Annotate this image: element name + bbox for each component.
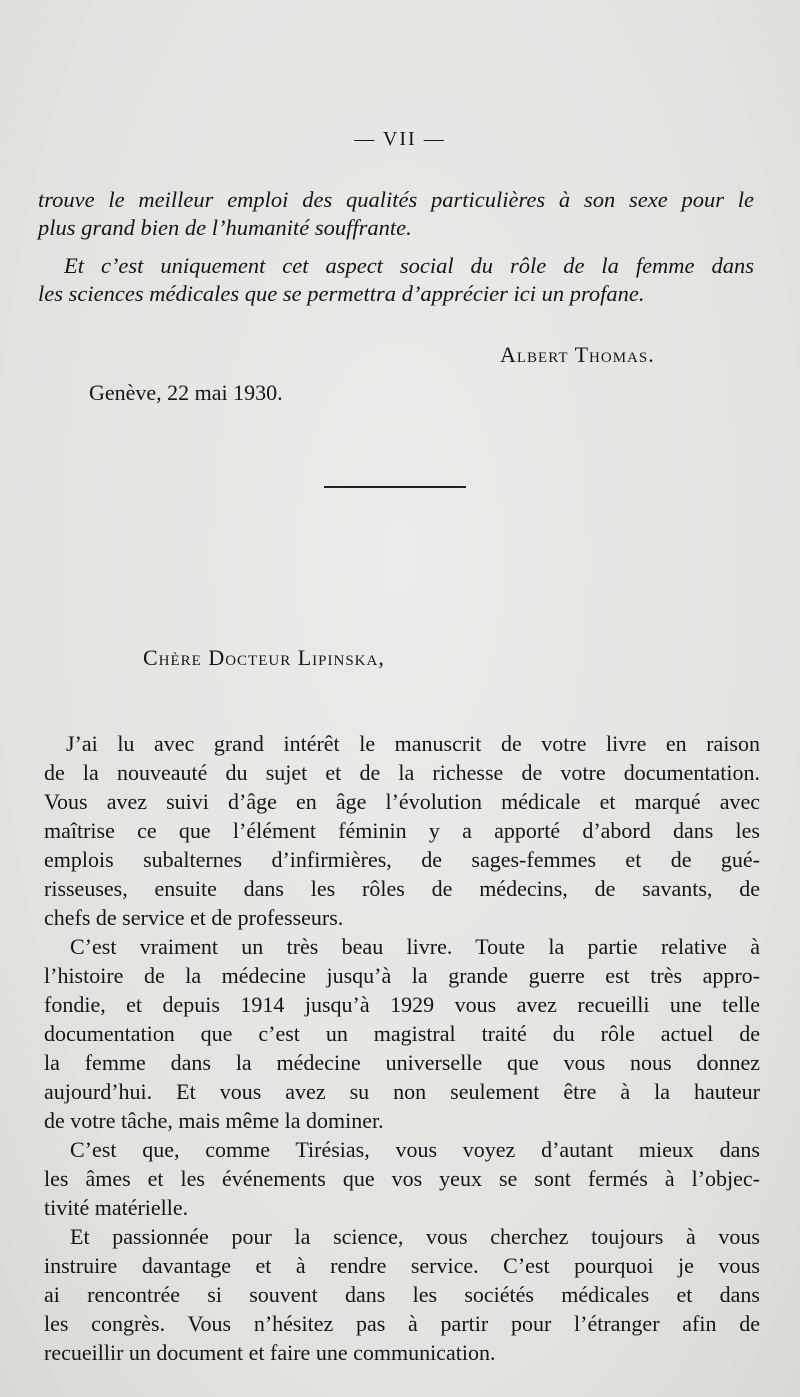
text-line: C’est vraiment un très beau livre. Toute la partie relative à xyxy=(70,934,760,959)
letter-paragraph-3 xyxy=(44,1135,760,1222)
text-line: documentation que c’est un magistral traité du rôle actuel de xyxy=(44,1021,760,1046)
text-line: la femme dans la médecine universelle que vous nous donnez xyxy=(44,1050,760,1075)
place-date: Genève, 22 mai 1930. xyxy=(89,380,283,405)
text-line: emplois subalternes d’infirmières, de sages-femmes et de gué- xyxy=(44,847,760,872)
text-line: les congrès. Vous n’hésitez pas à partir pour l’étranger afin de xyxy=(44,1311,760,1336)
text-line: recueillir un document et faire une communication. xyxy=(44,1340,496,1365)
separator-rule xyxy=(324,486,466,488)
text-line: de la nouveauté du sujet et de la richesse de votre documentation. xyxy=(44,760,760,785)
text-line: de votre tâche, mais même la dominer. xyxy=(44,1108,384,1133)
salutation: Chère Docteur Lipinska, xyxy=(143,645,385,670)
text-line: tivité matérielle. xyxy=(44,1195,189,1220)
text-line: l’histoire de la médecine jusqu’à la grande guerre est très appro- xyxy=(44,963,760,988)
text-line: instruire davantage et à rendre service. C’est pourquoi je vous xyxy=(44,1253,760,1278)
intro-paragraph-2 xyxy=(38,252,754,308)
text-line: J’ai lu avec grand intérêt le manuscrit de votre livre en raison xyxy=(66,731,760,756)
text-line: plus grand bien de l’humanité souffrante. xyxy=(38,215,412,240)
text-line: Vous avez suivi d’âge en âge l’évolution médicale et marqué avec xyxy=(44,789,760,814)
text-line: Et passionnée pour la science, vous cherchez toujours à vous xyxy=(70,1224,760,1249)
text-line: trouve le meilleur emploi des qualités particulières à son sexe pour le xyxy=(38,187,754,212)
letter-paragraph-2 xyxy=(44,932,760,1135)
text-line: Et c’est uniquement cet aspect social du rôle de la femme dans xyxy=(64,253,754,278)
text-line: C’est que, comme Tirésias, vous voyez d’autant mieux dans xyxy=(70,1137,760,1162)
letter-body xyxy=(44,729,760,1367)
letter-paragraph-4 xyxy=(44,1222,760,1367)
text-line: fondie, et depuis 1914 jusqu’à 1929 vous avez recueilli une telle xyxy=(44,992,760,1017)
letter-paragraph-1 xyxy=(44,729,760,932)
page-number: — VII — xyxy=(354,128,446,150)
text-line: les sciences médicales que se permettra d’apprécier ici un profane. xyxy=(38,281,645,306)
text-line: maîtrise ce que l’élément féminin y a apporté d’abord dans les xyxy=(44,818,760,843)
text-line: risseuses, ensuite dans les rôles de médecins, de savants, de xyxy=(44,876,760,901)
text-line: chefs de service et de professeurs. xyxy=(44,905,344,930)
text-line: les âmes et les événements que vos yeux se sont fermés à l’objec- xyxy=(44,1166,760,1191)
signature: Albert Thomas. xyxy=(500,342,655,367)
text-line: ai rencontrée si souvent dans les sociétés médicales et dans xyxy=(44,1282,760,1307)
intro-paragraph-1 xyxy=(38,186,754,242)
text-line: aujourd’hui. Et vous avez su non seulement être à la hauteur xyxy=(44,1079,760,1104)
